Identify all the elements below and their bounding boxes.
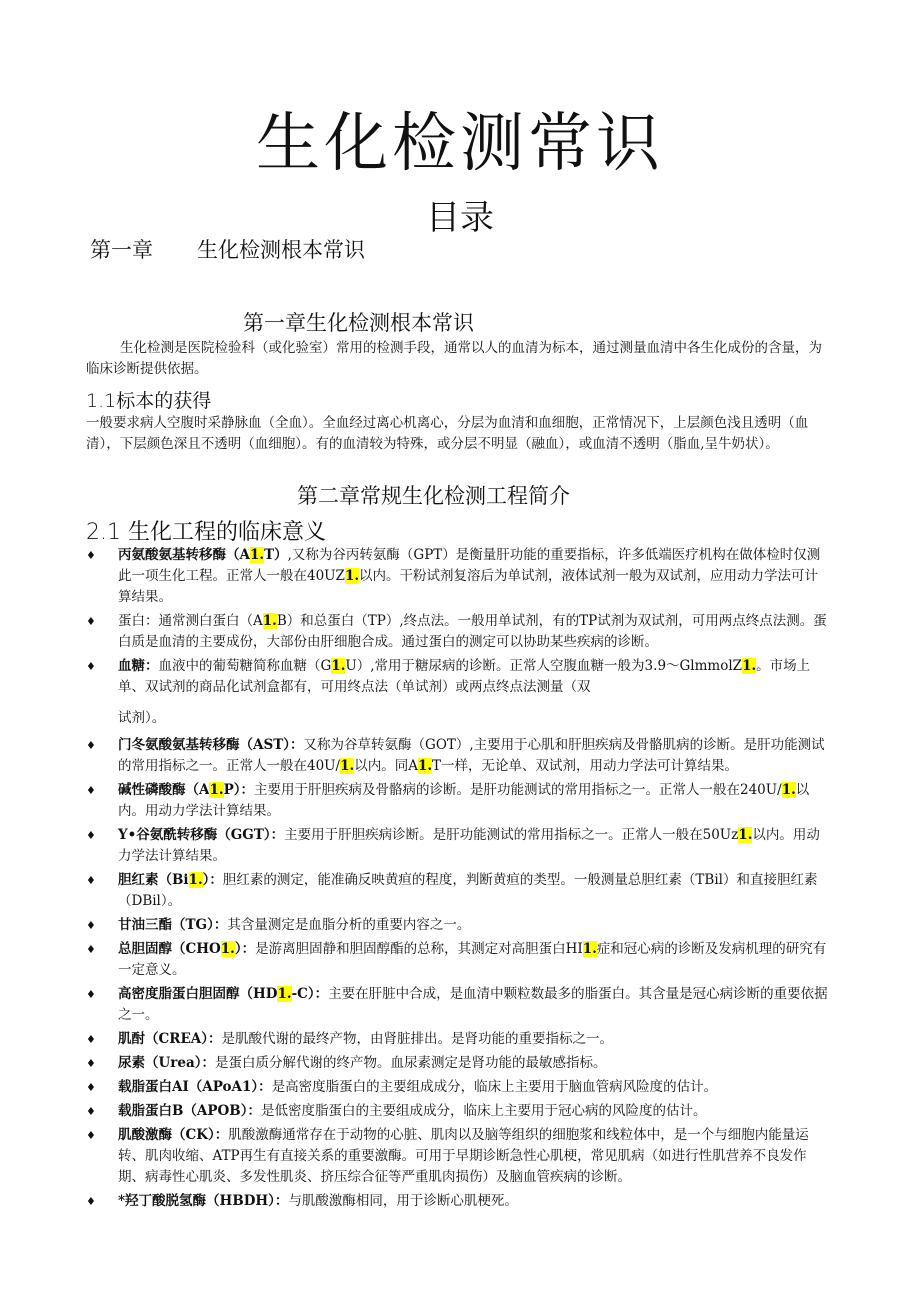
diamond-bullet-icon: ♦	[86, 1195, 96, 1208]
list-item-protein: ♦ 蛋白：通常测白蛋白（A1.B）和总蛋白（TP）,终点法。一般用单试剂，有的TP试剂为双试剂，可用两点终点法测。蛋白质是血清的主要成份，大部份由肝细胞合成。通过蛋白的测定可以协助某些疾病的诊断。	[86, 613, 827, 650]
diamond-bullet-icon: ♦	[86, 919, 96, 932]
document-title: 生化检测常识	[256, 107, 664, 181]
list-item-apoa1: ♦ 载脂蛋白AI（APoA1）：是高密度脂蛋白的主要组成成分，临床上主要用于脑血管病风险度的估计。	[86, 1077, 831, 1098]
diamond-bullet-icon: ♦	[86, 615, 96, 628]
section-1-1-text: 一般要求病人空腹时采静脉血（全血）。全血经过离心机离心，分层为血清和血细胞，正常情况下，上层颜色浅且透明（血清），下层颜色深且不透明（血细胞）。有的血清较为特殊，或分层不明显（融血），或血清不透明（脂血,呈牛奶状）。	[86, 415, 809, 452]
section-1-1-title: 1.1标本的获得	[86, 390, 212, 412]
diamond-bullet-icon: ♦	[86, 988, 96, 1001]
list-item-ck: ♦ 肌酸激酶（CK）：肌酸激酶通常存在于动物的心脏、肌肉以及脑等组织的细胞浆和线粒体中，是一个与细胞内能量运转、肌肉收缩、ATP再生有直接关系的重要激酶。可用于早期诊断急性心肌梗，常见肌病（如进行性肌营养不良发作期、病毒性心肌炎、多发性肌炎、挤压综合征等严重肌肉损伤）及脑血管疾病的诊断。	[86, 1127, 809, 1185]
list-item-ggt: ♦ Y•谷氨酰转移酶（GGT）：主要用于肝胆疾病诊断。是肝功能测试的常用指标之一。正常人一般在50Uz1.以内。用动力学法计算结果。	[86, 827, 820, 864]
diamond-bullet-icon: ♦	[86, 1105, 96, 1118]
list-item-apob: ♦ 载脂蛋白B（APOB）：是低密度脂蛋白的主要组成成分，临床上主要用于冠心病的风险度的估计。	[86, 1101, 831, 1122]
list-item-urea: ♦ 尿素（Urea）：是蛋白质分解代谢的终产物。血尿素测定是肾功能的最敏感指标。	[86, 1053, 831, 1074]
toc-entry-chapter: 第一章	[90, 238, 153, 262]
list-item-hbdh: ♦ *羟丁酸脱氢酶（HBDH）：与肌酸激酶相同，用于诊断心肌梗死。	[86, 1191, 831, 1212]
diamond-bullet-icon: ♦	[86, 549, 96, 562]
clinical-items-list	[86, 545, 831, 1215]
list-item-tg: ♦ 甘油三酯（TG）：其含量测定是血脂分析的重要内容之一。	[86, 915, 831, 936]
list-item-ast: ♦ 门冬氨酸氨基转移酶（AST）：又称为谷草转氨酶（GOT）,主要用于心肌和肝胆疾病及骨骼肌病的诊断。是肝功能测试的常用指标之一。正常人一般在40U/1.以内。同A1.T一样，无论单、双试剂，用动力学法可计算结果。	[86, 737, 825, 774]
list-item-alt: ♦ 丙氨酸氨基转移酶（A1.T）,又称为谷丙转氨酶（GPT）是衡量肝功能的重要指标，许多低端医疗机构在做体检时仅测此一项生化工程。正常人一般在40UZ1.以内。干粉试剂复溶后为单试剂，液体试剂一般为双试剂，应用动力学法可计算结果。	[86, 547, 821, 605]
diamond-bullet-icon: ♦	[86, 829, 96, 842]
diamond-bullet-icon: ♦	[86, 1129, 96, 1142]
diamond-bullet-icon: ♦	[86, 943, 96, 956]
diamond-bullet-icon: ♦	[86, 874, 96, 887]
diamond-bullet-icon: ♦	[86, 739, 96, 752]
diamond-bullet-icon: ♦	[86, 1057, 96, 1070]
toc-entry-text: 生化检测根本常识	[197, 238, 365, 262]
list-item-continuation: 试剂）。	[118, 710, 166, 726]
chapter-1-intro: 生化检测是医院检验科（或化验室）常用的检测手段，通常以人的血清为标本，通过测量血清中各生化成份的含量，为临床诊断提供依据。	[86, 340, 822, 377]
toc-entry[interactable]	[90, 234, 365, 264]
list-item-hdl: ♦ 高密度脂蛋白胆固醇（HD1.-C）：主要在肝脏中合成，是血清中颗粒数最多的脂蛋白。其含量是冠心病诊断的重要依据之一。	[86, 986, 828, 1023]
diamond-bullet-icon: ♦	[86, 660, 96, 673]
chapter-1-title: 第一章生化检测根本常识	[243, 311, 474, 335]
list-item-crea: ♦ 肌酎（CREA）：是肌酸代谢的最终产物，由肾脏排出。是肾功能的重要指标之一。	[86, 1029, 831, 1050]
toc-heading: 目录	[426, 198, 494, 238]
chapter-2-title: 第二章常规生化检测工程简介	[297, 484, 570, 508]
list-item-cholesterol: ♦ 总胆固醇（CHO1.）：是游离胆固静和胆固醇酯的总称，其测定对高胆蛋白HI1.症和冠心病的诊断及发病机理的研究有一定意义。	[86, 941, 827, 978]
diamond-bullet-icon: ♦	[86, 784, 96, 797]
diamond-bullet-icon: ♦	[86, 1033, 96, 1046]
section-2-1-title: 2.1 生化工程的临床意义	[86, 520, 326, 545]
list-item-alp: ♦ 碱性磷酸酶（A1.P）：主要用于肝胆疾病及骨骼病的诊断。是肝功能测试的常用指标之一。正常人一般在240U/1.以内。用动力学法计算结果。	[86, 782, 810, 819]
list-item-glucose: ♦ 血糖：血液中的葡萄糖简称血糖（G1.U）,常用于糖尿病的诊断。正常人空腹血糖一般为3.9〜GlmmolZ1.。市场上单、双试剂的商品化试剂盒都有，可用终点法（单试剂）或两点终点法测量（双 试剂）。	[86, 656, 831, 729]
list-item-bilirubin: ♦ 胆红素（Bi1.）：胆红素的测定，能准确反映黄疸的程度，判断黄疸的类型。一般测量总胆红素（TBil）和直接胆红素（DBil）。	[86, 872, 818, 909]
diamond-bullet-icon: ♦	[86, 1081, 96, 1094]
